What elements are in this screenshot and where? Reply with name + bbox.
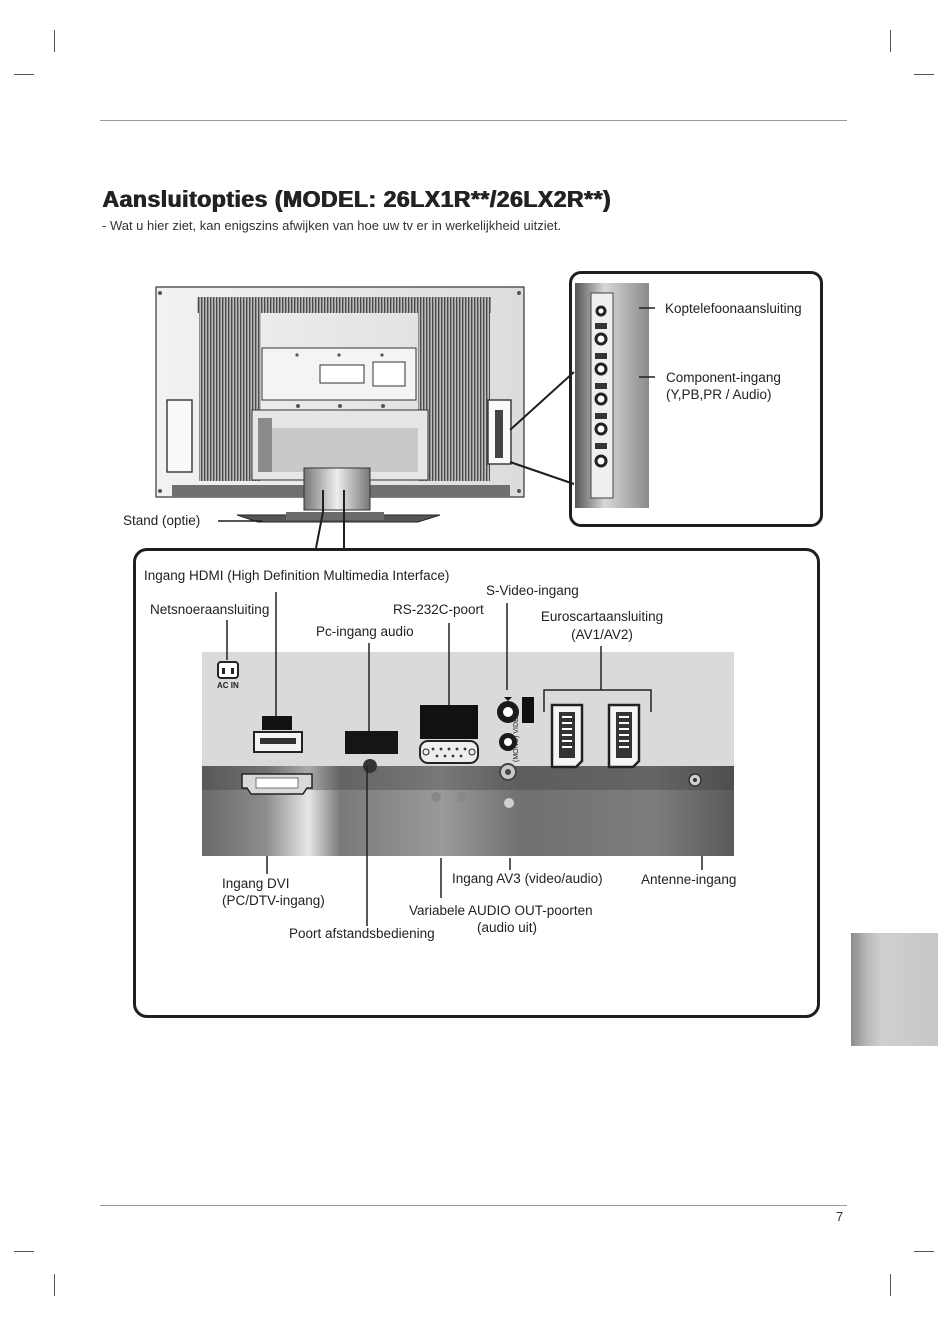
page-title: Aansluitopties (MODEL: 26LX1R**/26LX2R**) [102, 186, 611, 212]
audio-out-sublabel: (audio uit) [476, 920, 538, 935]
dvi-input-sublabel: (PC/DTV-ingang) [222, 893, 325, 908]
headphone-jack-label: Koptelefoonaansluiting [665, 301, 802, 316]
svideo-input-label: S-Video-ingang [486, 583, 579, 598]
av3-input-label: Ingang AV3 (video/audio) [452, 871, 603, 886]
pc-audio-input-label: Pc-ingang audio [316, 624, 414, 639]
page-subtitle: - Wat u hier ziet, kan enigszins afwijken van hoe uw tv er in werkelijkheid uitziet. [102, 218, 562, 233]
ac-in-marking: AC IN [217, 681, 239, 690]
video-marking: (MONO) VIDEO [513, 711, 520, 762]
section-tab [851, 933, 938, 1046]
scart-label: Euroscartaansluiting [540, 609, 664, 624]
power-connector-label: Netsnoeraansluiting [150, 602, 270, 617]
audio-out-label: Variabele AUDIO OUT-poorten [409, 903, 593, 918]
component-input-sublabel: (Y,PB,PR / Audio) [666, 387, 772, 402]
remote-port-label: Poort afstandsbediening [289, 926, 435, 941]
page-number: 7 [836, 1209, 844, 1224]
component-input-label: Component-ingang [666, 370, 781, 385]
rs232-port-label: RS-232C-poort [393, 602, 484, 617]
stand-label: Stand (optie) [123, 513, 201, 528]
hdmi-input-label: Ingang HDMI (High Definition Multimedia Interface) [144, 568, 450, 583]
antenna-input-label: Antenne-ingang [641, 872, 737, 887]
scart-sublabel: (AV1/AV2) [571, 627, 633, 642]
dvi-input-label: Ingang DVI [222, 876, 290, 891]
